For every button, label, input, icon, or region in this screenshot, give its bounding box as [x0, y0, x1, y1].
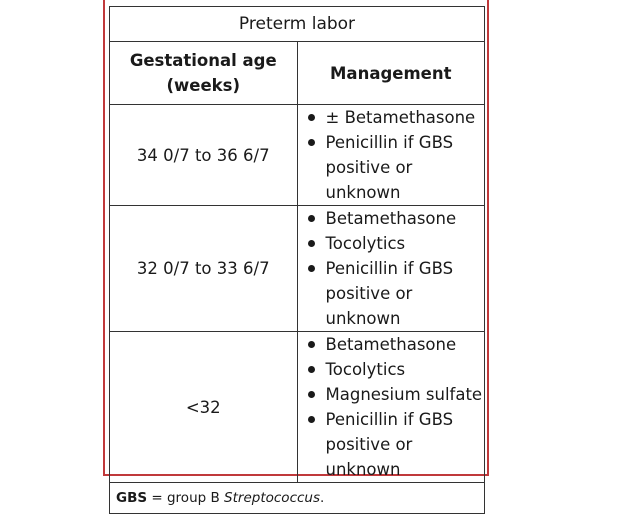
management-cell: [297, 105, 485, 206]
age-cell: 34 0/7 to 36 6/7: [110, 105, 298, 206]
list-item: Betamethasone: [326, 332, 485, 357]
footnote-end: .: [320, 490, 325, 506]
table-row: [110, 105, 485, 206]
list-item: Tocolytics: [326, 357, 485, 382]
management-cell: [297, 206, 485, 332]
management-list: [298, 206, 485, 331]
footnote-text: = group B: [147, 490, 225, 506]
list-item: ± Betamethasone: [326, 105, 485, 130]
list-item: Tocolytics: [326, 231, 485, 256]
header-gestational-age: Gestational age (weeks): [110, 42, 298, 105]
list-item: Penicillin if GBS positive or unknown: [326, 130, 485, 205]
list-item: Penicillin if GBS positive or unknown: [326, 256, 485, 331]
age-cell: <32: [110, 332, 298, 483]
table-footnote: [110, 483, 485, 514]
footnote-term: Streptococcus: [224, 490, 321, 506]
management-list: [298, 332, 485, 482]
table-title: Preterm labor: [110, 7, 485, 42]
list-item: Penicillin if GBS positive or unknown: [326, 407, 485, 482]
list-item: Magnesium sulfate: [326, 382, 485, 407]
preterm-labor-table: [109, 6, 485, 514]
age-cell: 32 0/7 to 33 6/7: [110, 206, 298, 332]
footnote-abbr: GBS: [116, 490, 148, 506]
table-row: [110, 206, 485, 332]
management-cell: [297, 332, 485, 483]
management-list: [298, 105, 485, 205]
table-row: [110, 332, 485, 483]
header-management: Management: [297, 42, 485, 105]
list-item: Betamethasone: [326, 206, 485, 231]
